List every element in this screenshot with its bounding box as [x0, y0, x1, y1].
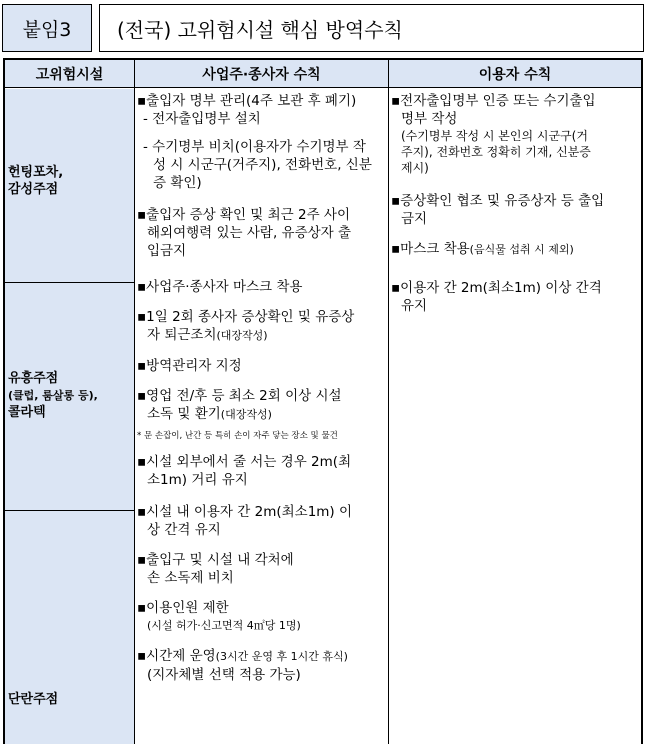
user-rule — [391, 92, 639, 176]
owner-rule — [137, 206, 385, 260]
user-rule-text: 금지 — [401, 211, 428, 227]
header-owner-rules: 사업주·종사자 수칙 — [135, 60, 388, 88]
owner-rule — [137, 387, 385, 424]
appendix-label-text: 붙임3 — [22, 18, 72, 41]
venue-cell-hunting-pocha — [5, 89, 134, 282]
venue-name-line: 감성주점 — [8, 182, 59, 197]
user-rule-text: 명부 작성 — [401, 111, 458, 127]
owner-rule — [137, 503, 385, 539]
owner-rule-text: ▪시설 외부에서 줄 서는 경우 2m(최 — [137, 454, 352, 470]
user-rule-note: 제시) — [401, 161, 429, 175]
user-rule-text: 유지 — [401, 298, 428, 314]
header-venue: 고위험시설 — [5, 60, 134, 88]
venue-name-line: 단란주점 — [8, 692, 59, 707]
owner-rule-text: ▪시간제 운영 — [137, 648, 216, 664]
owner-rule-text: ▪이용인원 제한 — [137, 600, 229, 616]
user-rule-text: ▪마스크 착용 — [391, 241, 470, 257]
owner-rule-text: 손 소독제 비치 — [147, 570, 234, 586]
owner-rule-text: ▪1일 2회 종사자 증상확인 및 유증상 — [137, 309, 355, 325]
owner-rule-text: (지자체별 선택 적용 가능) — [147, 667, 301, 683]
owner-rule-text: 상 간격 유지 — [147, 522, 221, 538]
owner-rule-text: 입금지 — [147, 243, 187, 259]
appendix-label — [2, 4, 92, 52]
venue-cell-entertainment-bar — [5, 283, 134, 510]
user-rule-note: (수기명부 작성 시 본인의 시군구(거 — [401, 129, 588, 143]
owner-rule-note: (대장작성) — [216, 329, 268, 342]
user-rule-text: ▪증상확인 협조 및 유증상자 등 출입 — [391, 193, 605, 209]
venue-name-line: 유흥주점 — [8, 371, 59, 386]
owner-rule: ▪출입자 명부 관리(4주 보관 후 폐기) — [137, 93, 357, 109]
column-divider — [388, 60, 389, 744]
venue-name-line: 콜라텍 — [8, 405, 46, 420]
user-rule-text: ▪이용자 간 2m(최소1m) 이상 간격 — [391, 280, 602, 296]
user-rule — [391, 279, 639, 315]
owner-rule — [137, 599, 385, 635]
user-rule-note: 주지), 전화번호 정확히 기재, 신분증 — [401, 145, 591, 159]
venue-cell-danran-bar — [5, 511, 134, 744]
owner-rule-text — [137, 405, 385, 424]
header-user-rules: 이용자 수칙 — [389, 60, 641, 88]
owner-rule-sub — [137, 138, 385, 192]
owner-rule-text: ▪시설 내 이용자 간 2m(최소1m) 이 — [137, 504, 353, 520]
venue-name-line: 헌팅포차, — [8, 165, 64, 180]
column-divider — [134, 60, 135, 744]
owner-rule-note: (시설 허가·신고면적 4㎡당 1명) — [147, 619, 301, 632]
owner-rule-note: (대장작성) — [220, 408, 272, 421]
owner-rule-sub — [137, 110, 385, 128]
owner-rule — [137, 647, 385, 684]
owner-rule-text — [137, 647, 385, 666]
rules-table — [3, 58, 643, 744]
owner-rule-text: 자 퇴근조치 — [147, 327, 217, 343]
owner-rule-text: ▪출입자 증상 확인 및 최근 2주 사이 — [137, 207, 351, 223]
owner-rule-note: (3시간 운영 후 1시간 휴식) — [215, 650, 348, 663]
user-rules-list — [391, 92, 639, 327]
owner-rule-text: 소1m) 거리 유지 — [147, 472, 248, 488]
owner-rule-text: ▪출입구 및 시설 내 각처에 — [137, 552, 294, 568]
owner-rule-sub-text: 증 확인) — [153, 175, 202, 191]
owner-rule — [137, 308, 385, 345]
user-rule — [391, 192, 639, 228]
owner-rule-sub-text: 성 시 시군구(거주지), 전화번호, 신분 — [153, 157, 372, 173]
owner-rule — [137, 551, 385, 587]
document-title-text: (전국) 고위험시설 핵심 방역수칙 — [117, 17, 403, 42]
owner-rule — [137, 453, 385, 489]
owner-rule-footnote: * 문 손잡이, 난간 등 특히 손이 자주 닿는 장소 및 물건 — [137, 431, 338, 441]
owner-rule: ▪방역관리자 지정 — [137, 358, 242, 374]
user-rule-note: (음식물 섭취 시 제외) — [469, 243, 574, 256]
owner-rule-text: 해외여행력 있는 사람, 유증상자 출 — [147, 225, 352, 241]
user-rule-text: ▪전자출입명부 인증 또는 수기출입 — [391, 93, 596, 109]
owner-rule-sub-text: - 전자출입명부 설치 — [143, 111, 261, 127]
owner-rule-sub-text: - 수기명부 비치(이용자가 수기명부 작 — [143, 139, 366, 155]
owner-rule-text: 소독 및 환기 — [147, 406, 221, 422]
owner-rules-list — [137, 92, 385, 696]
owner-rule: ▪사업주·종사자 마스크 착용 — [137, 279, 303, 295]
document-title — [99, 4, 644, 52]
venue-name-line: (클럽, 룸살롱 등), — [8, 389, 98, 402]
owner-rule-text: ▪영업 전/후 등 최소 2회 이상 시설 — [137, 388, 342, 404]
owner-rule-text — [137, 326, 385, 345]
user-rule — [391, 240, 639, 259]
